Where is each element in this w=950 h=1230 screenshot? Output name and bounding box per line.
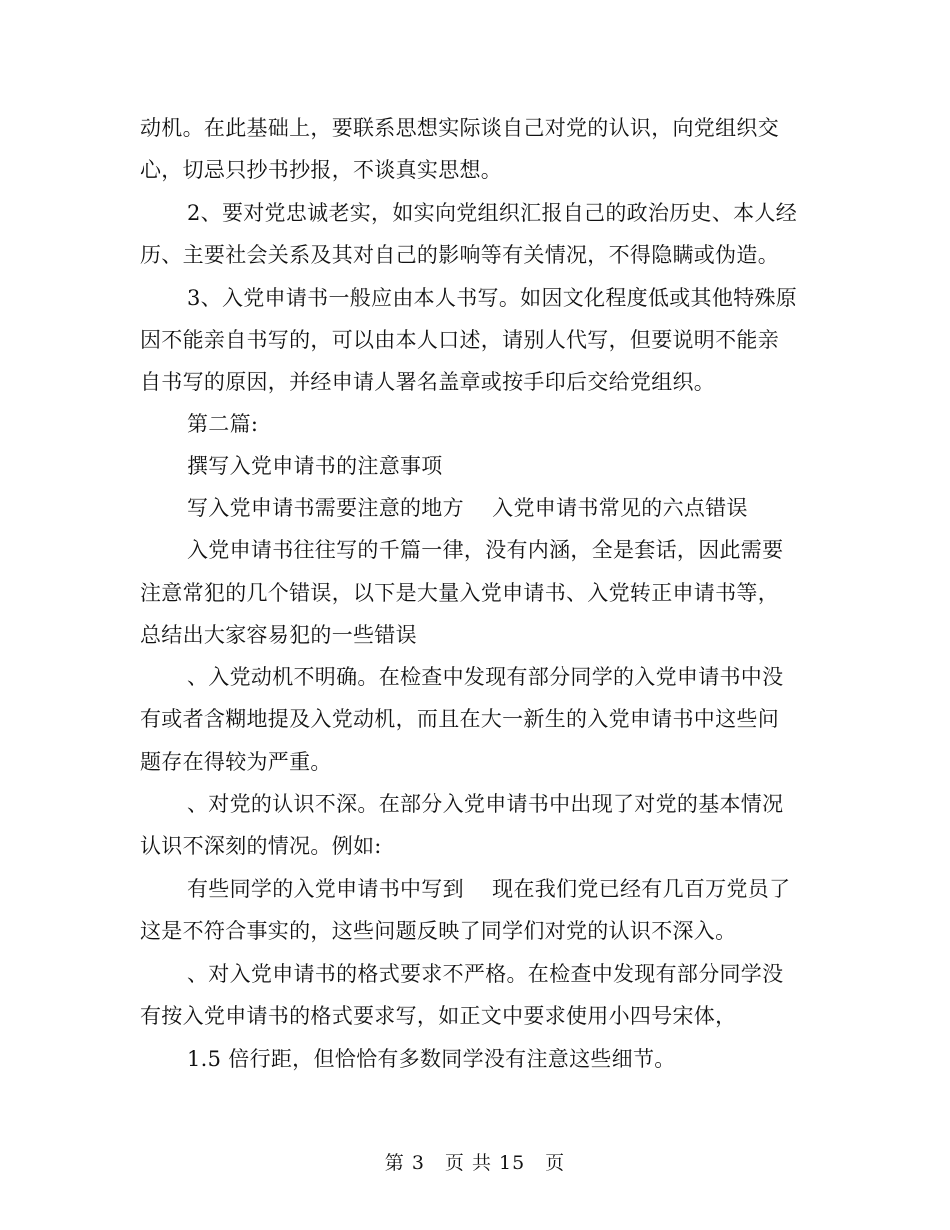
text-line: 有些同学的入党申请书中写到 现在我们党已经有几百万党员了: [187, 877, 791, 901]
text-line: 3、入党申请书一般应由本人书写。如因文化程度低或其他特殊原: [187, 286, 798, 310]
text-line: 总结出大家容易犯的一些错误: [140, 623, 417, 647]
text-line: 注意常犯的几个错误，以下是大量入党申请书、入党转正申请书等，: [140, 581, 779, 605]
text-line: 第二篇:: [187, 412, 259, 436]
text-line: 题存在得较为严重。: [140, 750, 332, 774]
text-line: 因不能亲自书写的，可以由本人口述，请别人代写，但要说明不能亲: [140, 328, 779, 352]
text-line: 2、要对党忠诚老实，如实向党组织汇报自己的政治历史、本人经: [187, 201, 798, 225]
text-line: 入党申请书往往写的千篇一律，没有内涵，全是套话，因此需要: [187, 538, 784, 562]
text-line: 有按入党申请书的格式要求写，如正文中要求使用小四号宋体，: [140, 1004, 737, 1028]
text-line: 、对入党申请书的格式要求不严格。在检查中发现有部分同学没: [187, 962, 784, 986]
text-line: 1.5 倍行距，但恰恰有多数同学没有注意这些细节。: [187, 1047, 676, 1071]
text-line: 认识不深刻的情况。例如:: [140, 834, 382, 858]
text-line: 动机。在此基础上，要联系思想实际谈自己对党的认识，向党组织交: [140, 116, 779, 140]
text-line: 历、主要社会关系及其对自己的影响等有关情况，不得隐瞒或伪造。: [140, 243, 779, 267]
text-line: 自书写的原因，并经申请人署名盖章或按手印后交给党组织。: [140, 370, 716, 394]
text-line: 、对党的认识不深。在部分入党申请书中出现了对党的基本情况: [187, 792, 784, 816]
page-number-footer: 第 3 页 共 15 页: [384, 1152, 566, 1174]
text-line: 撰写入党申请书的注意事项: [187, 454, 443, 478]
text-line: 写入党申请书需要注意的地方 入党申请书常见的六点错误: [187, 496, 748, 520]
text-line: 、入党动机不明确。在检查中发现有部分同学的入党申请书中没: [187, 665, 784, 689]
text-line: 这是不符合事实的，这些问题反映了同学们对党的认识不深入。: [140, 919, 737, 943]
text-line: 心，切忌只抄书抄报，不谈真实思想。: [140, 158, 503, 182]
text-line: 有或者含糊地提及入党动机，而且在大一新生的入党申请书中这些问: [140, 707, 779, 731]
